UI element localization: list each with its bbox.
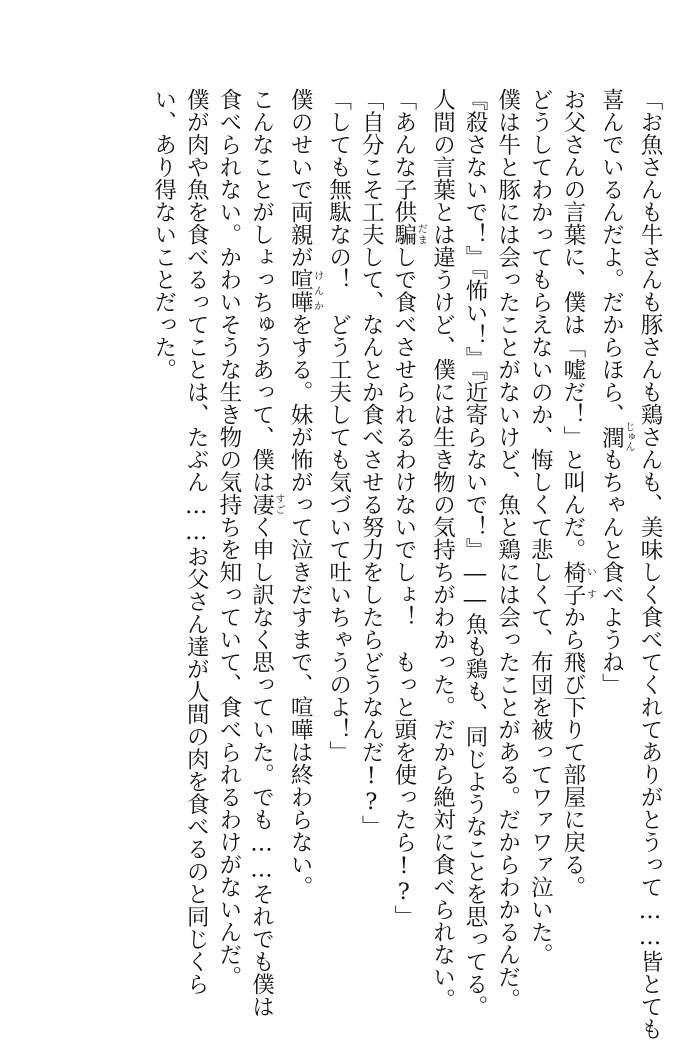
ruby-kenka: 喧嘩けんか: [287, 268, 323, 313]
text-line-12: こんなことがしょっちゅうあって、僕は凄すごく申し訳なく思っていた。でも……それでも僕は: [248, 88, 284, 1018]
text-line-2: 喜んでいるんだよ。だからほら、潤じゅんもちゃんと食べようね」: [598, 88, 634, 696]
ruby-reading-damashi: だま: [415, 223, 427, 246]
ruby-reading-sugoku: すご: [272, 493, 284, 516]
ruby-reading-jun: じゅん: [622, 421, 634, 452]
text-line-6: 『殺さないで！』『怖い！』『近寄らないで！』――魚も鶏も、同じようなことを思ってる。: [462, 88, 489, 1018]
text-line-9: 「自分こそ工夫して、なんとか食べさせる努力をしたらどうなんだ!?」: [358, 88, 385, 838]
text-line-3: お父さんの言葉に、僕は「嘘だ！」と叫んだ。椅子いすから飛び下りて部屋に戻る。: [559, 88, 596, 898]
ruby-reading-isu: いす: [584, 560, 596, 606]
ruby-isu: 椅子いす: [559, 560, 596, 606]
vertical-text-body: [147, 88, 666, 1040]
text-line-10: 「しても無駄なの！ どう工夫しても気づいて吐いちゃうのよ！」: [325, 88, 352, 763]
text-line-1: 「お魚さんも牛さんも豚さんも鶏さんも、美味しく食べてくれてありがとうって……皆とても: [637, 88, 663, 1040]
ruby-damashi: 騙だま: [390, 223, 427, 246]
text-line-8: 「あんな子供騙だましで食べさせられるわけないでしょ！ もっと頭を使ったら!?」: [390, 88, 427, 928]
text-line-13: 食べられない。かわいそうな生き物の気持ちを知っていて、食べられるわけがないんだ。: [215, 88, 242, 988]
text-line-7: 人間の言葉とは違うけど、僕には生き物の気持ちがわかった。だから絶対に食べられない。: [429, 88, 456, 1011]
text-line-5: 僕は牛と豚には会ったことがないけど、魚と鶏には会ったことがある。だからわかるんだ。: [494, 88, 521, 1011]
ruby-jun: 潤じゅん: [598, 421, 634, 452]
text-line-4: どうしてわかってもらえないのか、悔しくて悲しくて、布団を被ってワァワァ泣いた。: [527, 88, 554, 966]
text-line-14: 僕が肉や魚を食べるってことは、たぶん……お父さん達が人間の肉を食べるのと同じくら: [183, 88, 210, 995]
ruby-reading-kenka: けんか: [311, 268, 323, 313]
ruby-sugoku: 凄すご: [248, 493, 284, 516]
text-line-15: い、あり得ないことだった。: [150, 88, 177, 381]
text-line-11: 僕のせいで両親が喧嘩けんかをする。妹が怖がって泣きだすまで、喧嘩は終わらない。: [287, 88, 323, 898]
